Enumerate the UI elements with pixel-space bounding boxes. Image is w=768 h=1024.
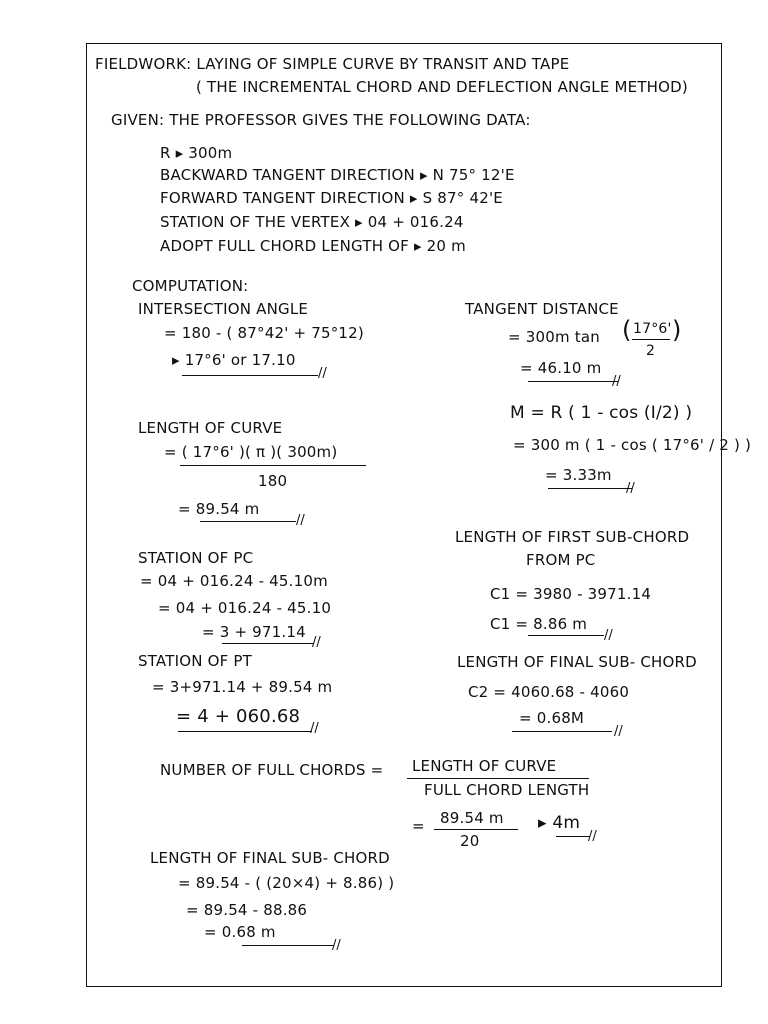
tangent-distance-formula: = 300m tan [508, 328, 600, 346]
intersection-underline [182, 375, 318, 376]
tangent-underline [528, 381, 618, 382]
length-of-curve-underline [200, 521, 296, 522]
station-pc-terminator: // [312, 635, 321, 650]
length-of-curve-terminator: // [296, 513, 305, 528]
final-subchord-terminator-bottom: // [332, 938, 341, 953]
tangent-open-paren: ( [622, 316, 632, 344]
full-chords-frac-line [407, 778, 589, 779]
given-chord-length: ADOPT FULL CHORD LENGTH OF ▸ 20 m [160, 237, 466, 255]
final-subchord-underline-bottom [242, 945, 334, 946]
intersection-angle-label: INTERSECTION ANGLE [138, 300, 309, 318]
final-subchord-difference: = 89.54 - 88.86 [186, 901, 308, 919]
tangent-frac-numerator: 17°6' [633, 321, 672, 337]
middle-ordinate-terminator: // [626, 481, 635, 496]
full-chords-denominator: FULL CHORD LENGTH [424, 781, 590, 799]
final-subchord-formula-bottom: = 89.54 - ( (20×4) + 8.86) ) [178, 874, 395, 892]
header-subtitle: ( THE INCREMENTAL CHORD AND DEFLECTION ANGLE METHOD) [196, 78, 688, 96]
length-of-curve-denominator: 180 [258, 472, 288, 490]
full-chords-underline [556, 836, 590, 837]
given-forward-tangent: FORWARD TANGENT DIRECTION ▸ S 87° 42'E [160, 189, 503, 207]
first-subchord-result: C1 = 8.86 m [490, 615, 588, 633]
middle-ordinate-underline [548, 488, 632, 489]
final-subchord-underline-right [512, 731, 612, 732]
length-of-curve-result: = 89.54 m [178, 500, 260, 518]
station-pt-label: STATION OF PT [138, 652, 253, 670]
given-title: GIVEN: THE PROFESSOR GIVES THE FOLLOWING DATA: [111, 111, 531, 129]
station-pc-result: = 3 + 971.14 [202, 623, 306, 641]
tangent-frac-line [632, 339, 670, 340]
length-of-curve-label: LENGTH OF CURVE [138, 419, 283, 437]
full-chords-label: NUMBER OF FULL CHORDS = [160, 761, 384, 779]
final-subchord-label-right: LENGTH OF FINAL SUB- CHORD [457, 653, 697, 671]
length-of-curve-frac-line [180, 465, 366, 466]
full-chords-num2: 89.54 m [440, 809, 504, 827]
tangent-frac-denominator: 2 [646, 343, 656, 359]
tangent-close-paren: ) [672, 316, 682, 344]
full-chords-equals: = [412, 817, 425, 835]
station-pt-line1: = 3+971.14 + 89.54 m [152, 678, 333, 696]
header-title: FIELDWORK: LAYING OF SIMPLE CURVE BY TRANSIT AND TAPE [95, 55, 570, 73]
station-pc-underline [222, 643, 314, 644]
station-pc-label: STATION OF PC [138, 549, 254, 567]
station-pc-line1: = 04 + 016.24 - 45.10m [140, 572, 328, 590]
tangent-distance-label: TANGENT DISTANCE [465, 300, 619, 318]
final-subchord-formula-right: C2 = 4060.68 - 4060 [468, 683, 630, 701]
final-subchord-result-right: = 0.68M [519, 709, 585, 727]
first-subchord-label: LENGTH OF FIRST SUB-CHORD [455, 528, 690, 546]
first-subchord-terminator: // [604, 628, 613, 643]
full-chords-result: ▸ 4m [538, 813, 581, 833]
tangent-terminator: // [612, 374, 621, 389]
computation-title: COMPUTATION: [132, 277, 249, 295]
tangent-distance-result: = 46.10 m [520, 359, 602, 377]
intersection-terminator: // [318, 366, 327, 381]
given-vertex-station: STATION OF THE VERTEX ▸ 04 + 016.24 [160, 213, 464, 231]
intersection-angle-result: ▸ 17°6' or 17.10 [172, 351, 296, 369]
final-subchord-result-bottom: = 0.68 m [204, 923, 276, 941]
first-subchord-label-from-pc: FROM PC [526, 551, 596, 569]
full-chords-frac-line2 [434, 829, 518, 830]
station-pt-terminator: // [310, 721, 319, 736]
station-pt-result: = 4 + 060.68 [176, 706, 301, 727]
full-chords-terminator: // [588, 829, 597, 844]
full-chords-numerator: LENGTH OF CURVE [412, 757, 557, 775]
first-subchord-formula: C1 = 3980 - 3971.14 [490, 585, 652, 603]
middle-ordinate-result: = 3.33m [545, 466, 612, 484]
station-pt-underline [178, 731, 312, 732]
final-subchord-label-bottom: LENGTH OF FINAL SUB- CHORD [150, 849, 390, 867]
station-pc-line2: = 04 + 016.24 - 45.10 [158, 599, 332, 617]
full-chords-den2: 20 [460, 832, 480, 850]
intersection-angle-formula: = 180 - ( 87°42' + 75°12) [164, 324, 364, 342]
given-radius: R ▸ 300m [160, 144, 233, 162]
length-of-curve-numerator: = ( 17°6' )( π )( 300m) [164, 443, 338, 461]
middle-ordinate-formula: M = R ( 1 - cos (I/2) ) [510, 403, 693, 423]
given-backward-tangent: BACKWARD TANGENT DIRECTION ▸ N 75° 12'E [160, 166, 515, 184]
first-subchord-underline [528, 635, 604, 636]
middle-ordinate-substitution: = 300 m ( 1 - cos ( 17°6' / 2 ) ) [513, 436, 752, 454]
final-subchord-terminator-right: // [614, 724, 623, 739]
